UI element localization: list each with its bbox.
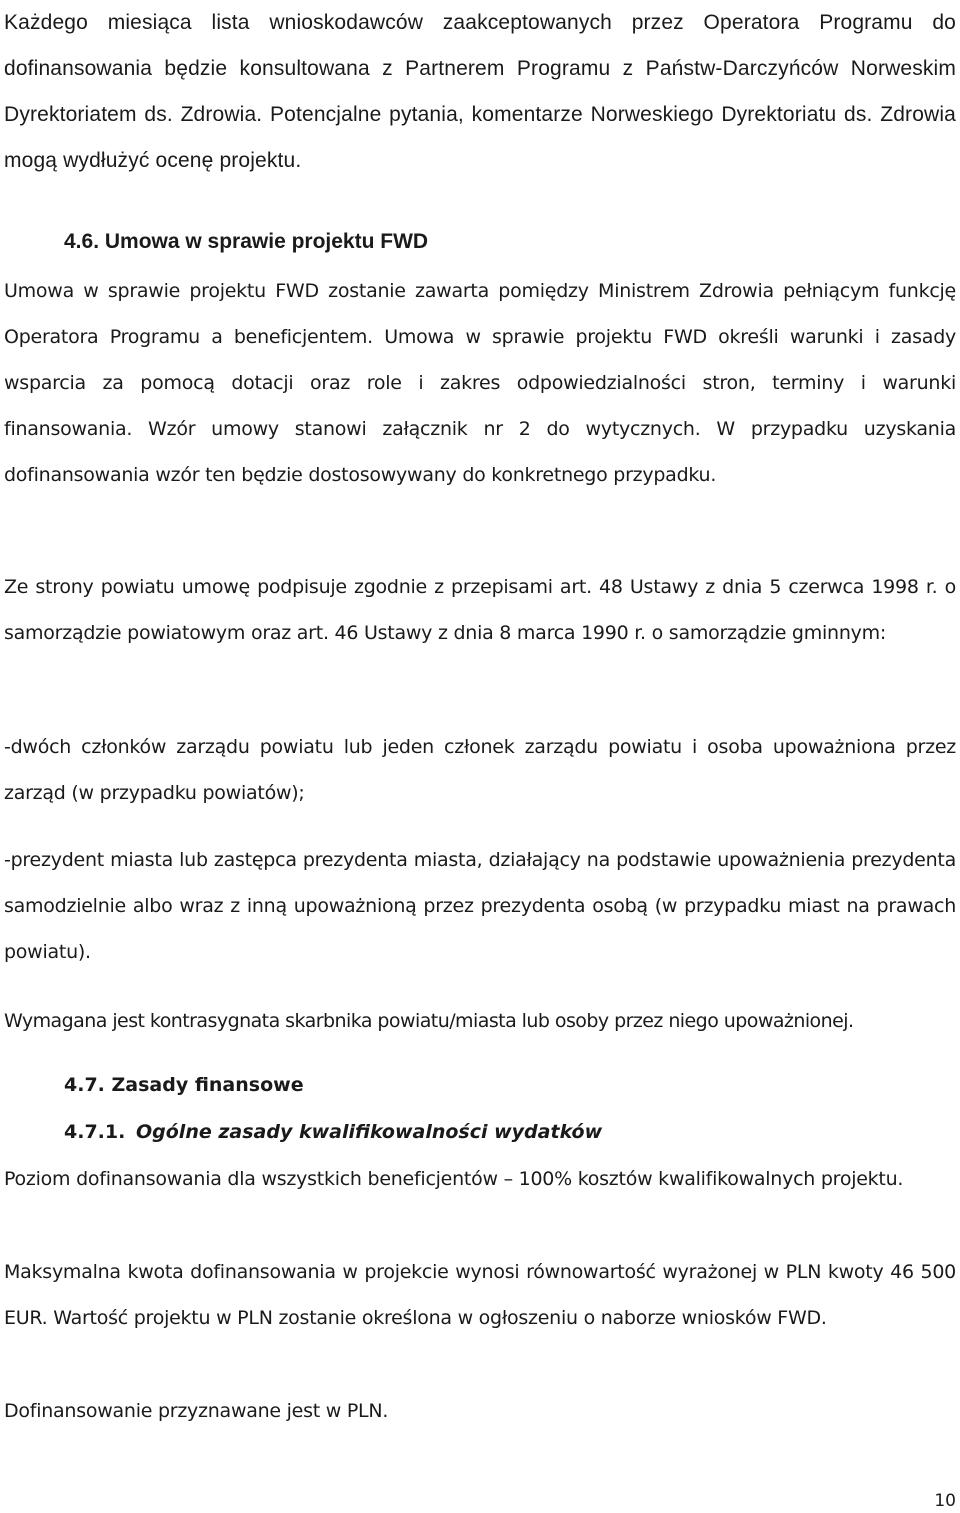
subsection-number: 4.7.1.	[64, 1121, 126, 1143]
funding-level-paragraph: Poziom dofinansowania dla wszystkich beneficjentów – 100% kosztów kwalifikowalnych projektu.	[4, 1168, 904, 1190]
currency-paragraph: Dofinansowanie przyznawane jest w PLN.	[4, 1400, 389, 1422]
page-number: 10	[934, 1491, 956, 1511]
list-item: -dwóch członków zarządu powiatu lub jeden członek zarządu powiatu i osoba upoważniona przez zarząd (w przypadku powiatów);	[4, 736, 956, 804]
countersignature-paragraph: Wymagana jest kontrasygnata skarbnika powiatu/miasta lub osoby przez niego upoważnionej.	[4, 1010, 854, 1032]
subsection-heading-4-7-1	[64, 1119, 602, 1145]
subsection-title: Ogólne zasady kwalifikowalności wydatków	[136, 1121, 603, 1143]
list-item: -prezydent miasta lub zastępca prezydenta miasta, działający na podstawie upoważnienia prezydenta samodzielnie albo wraz z inną upoważnioną przez prezydenta osobą (w przypadku miast na prawach powiatu).	[4, 849, 956, 963]
section-heading-4-6: 4.6. Umowa w sprawie projektu FWD	[64, 230, 429, 253]
section-heading-4-7: 4.7. Zasady finansowe	[64, 1074, 304, 1096]
max-amount-paragraph: Maksymalna kwota dofinansowania w projekcie wynosi równowartość wyrażonej w PLN kwoty 46 500 EUR. Wartość projektu w PLN zostanie określona w ogłoszeniu o naborze wniosków FWD.	[4, 1261, 956, 1329]
intro-paragraph: Każdego miesiąca lista wnioskodawców zaakceptowanych przez Operatora Programu do dofinansowania będzie konsultowana z Partnerem Programu z Państw-Darczyńców Norweskim Dyrektoriatem ds. Zdrowia. Potencjalne pytania, komentarze Norweskiego Dyrektoriatu ds. Zdrowia mogą wydłużyć ocenę projektu.	[4, 11, 956, 172]
contract-paragraph: Umowa w sprawie projektu FWD zostanie zawarta pomiędzy Ministrem Zdrowia pełniącym funkcję Operatora Programu a beneficjentem. Umowa w sprawie projektu FWD określi warunki i zasady wsparcia za pomocą dotacji oraz role i zakres odpowiedzialności stron, terminy i warunki finansowania. Wzór umowy stanowi załącznik nr 2 do wytycznych. W przypadku uzyskania dofinansowania wzór ten będzie dostosowywany do konkretnego przypadku.	[4, 280, 956, 486]
signing-paragraph: Ze strony powiatu umowę podpisuje zgodnie z przepisami art. 48 Ustawy z dnia 5 czerwca 1998 r. o samorządzie powiatowym oraz art. 46 Ustawy z dnia 8 marca 1990 r. o samorządzie gminnym:	[4, 576, 956, 644]
